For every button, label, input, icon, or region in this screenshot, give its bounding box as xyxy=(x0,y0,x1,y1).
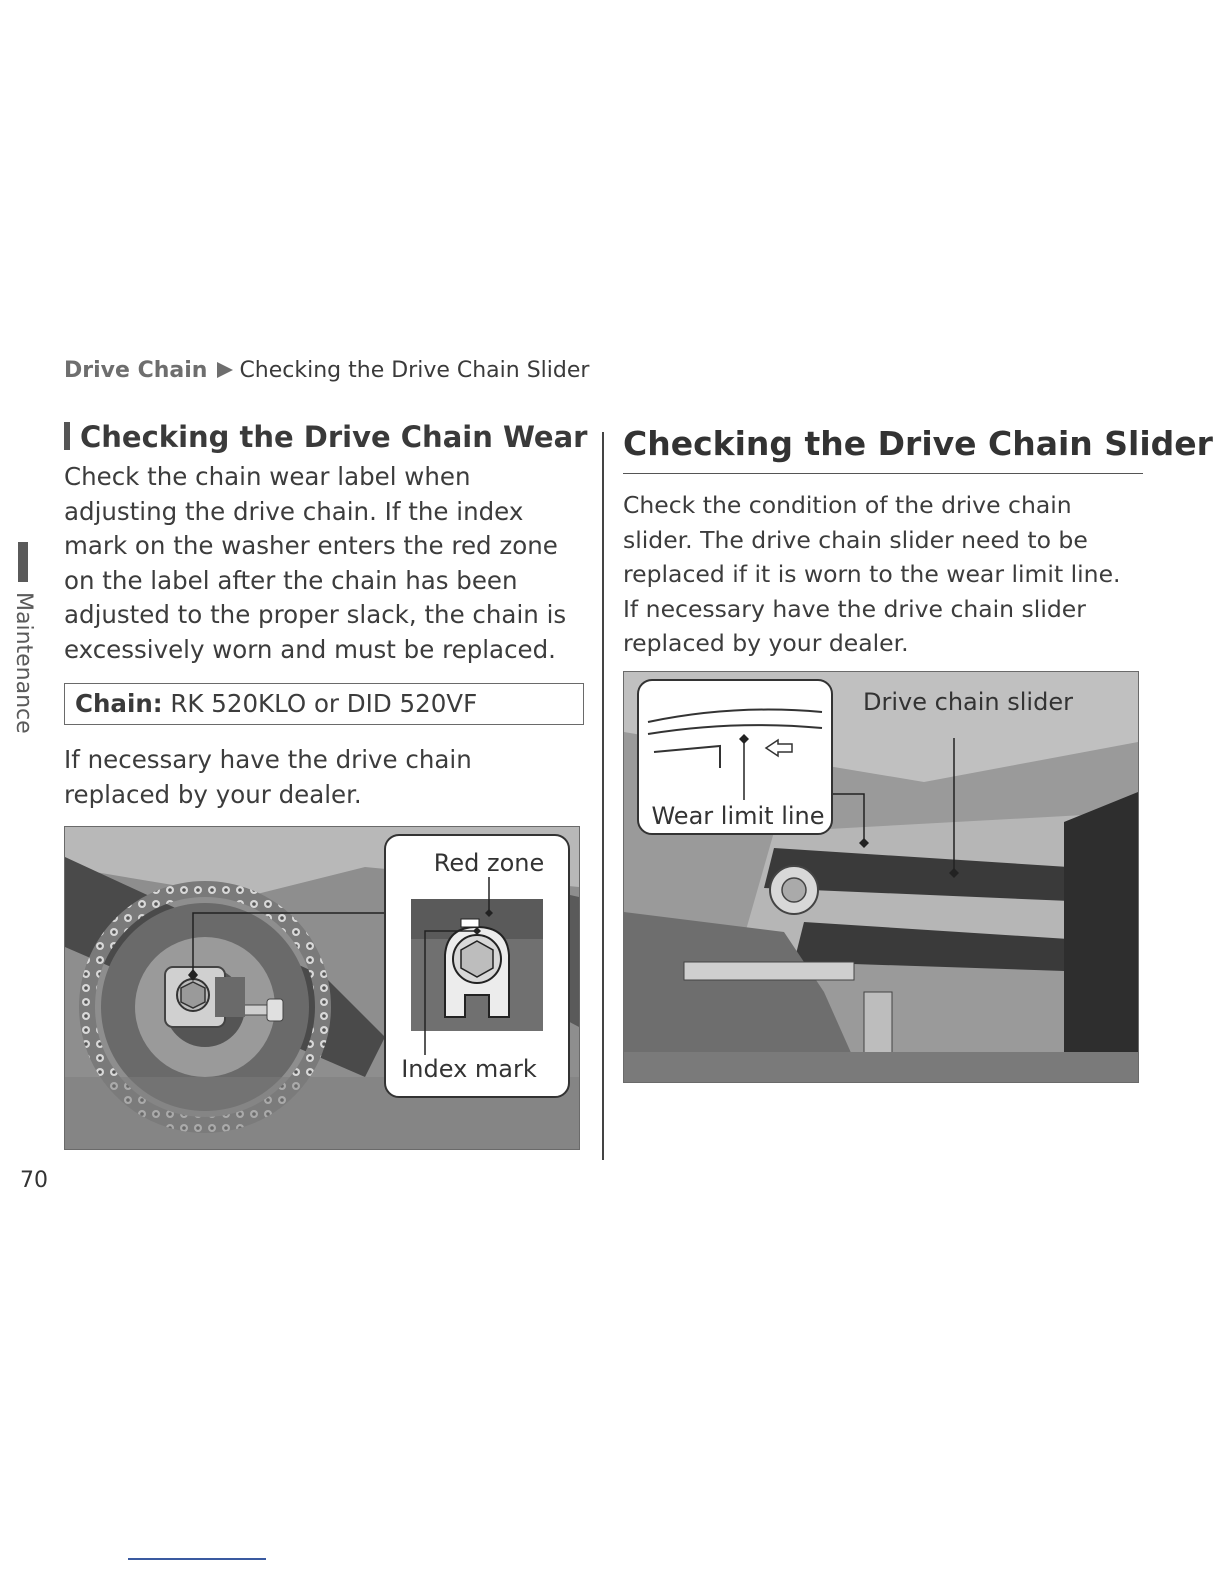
chain-slider-body-1: Check the condition of the drive chain slider. The drive chain slider need to be replaced if it is worn to the wear limit line. xyxy=(623,491,1121,588)
chain-wear-heading: Checking the Drive Chain Wear xyxy=(64,420,584,454)
chain-wear-illustration xyxy=(65,827,579,1149)
chain-spec-box xyxy=(64,683,584,725)
section-tab-marker xyxy=(18,542,28,582)
chain-slider-heading: Checking the Drive Chain Slider xyxy=(623,424,1143,474)
column-divider xyxy=(602,432,604,1160)
chain-wear-body: Check the chain wear label when adjusting the drive chain. If the index mark on the washer enters the red zone on the label after the chain has been adjusted to the proper slack, the chain is excessively worn and must be replaced. xyxy=(64,462,567,664)
chain-spec-value: RK 520KLO or DID 520VF xyxy=(170,689,478,718)
chain-slider-body-2: If necessary have the drive chain slider replaced by your dealer. xyxy=(623,594,1086,657)
chain-replace-note: If necessary have the drive chain replaced by your dealer. xyxy=(64,745,472,809)
red-zone-callout: Red zone xyxy=(433,849,545,877)
index-mark-callout: Index mark xyxy=(401,1055,537,1083)
wear-limit-line-callout: Wear limit line xyxy=(651,801,825,830)
chain-slider-section xyxy=(623,420,1213,1083)
chain-slider-illustration xyxy=(624,672,1138,1082)
breadcrumb-parent: Drive Chain xyxy=(64,358,208,383)
chain-spec-label: Chain: xyxy=(75,689,163,718)
chain-wear-section xyxy=(64,420,588,1150)
drive-chain-slider-callout: Drive chain slider xyxy=(863,687,1073,716)
chain-slider-figure xyxy=(623,671,1139,1083)
breadcrumb-arrow-icon xyxy=(217,362,233,378)
section-tab xyxy=(8,592,40,734)
chain-wear-figure xyxy=(64,826,580,1150)
section-tab-label: Maintenance xyxy=(11,592,36,734)
breadcrumb xyxy=(64,358,589,383)
footer-rule xyxy=(128,1558,266,1560)
breadcrumb-current: Checking the Drive Chain Slider xyxy=(239,358,590,383)
page-number: 70 xyxy=(20,1168,48,1193)
heading-bar-icon xyxy=(64,422,70,450)
